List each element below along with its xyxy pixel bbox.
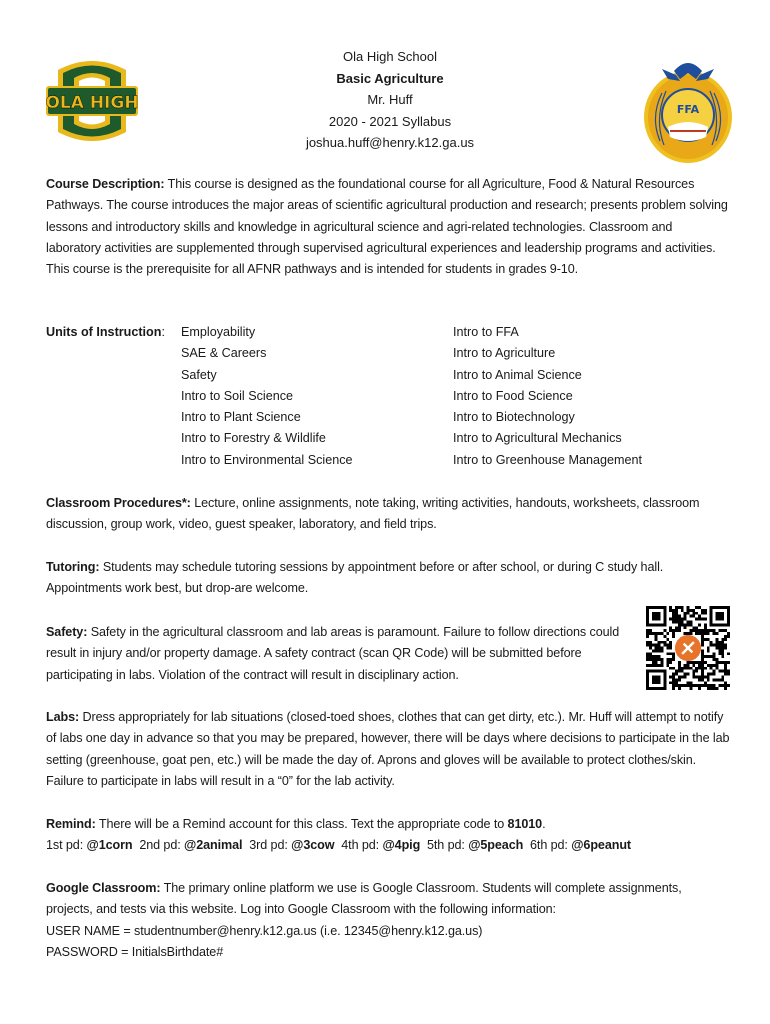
tutoring-section [46, 557, 730, 600]
safety-label: Safety: [46, 625, 88, 639]
units-list-left [181, 322, 353, 471]
syllabus-year: 2020 - 2021 Syllabus [328, 113, 452, 129]
course-name: Basic Agriculture [336, 70, 444, 86]
remind-period-codes: 1st pd: @1corn 2nd pd: @2animal 3rd pd: @3cow 4th pd: @4pig 5th pd: @5peach 6th pd: @6peanut [46, 838, 632, 853]
unit-item: Intro to Animal Science [453, 367, 582, 382]
remind-label: Remind: [46, 817, 96, 831]
school-name: Ola High School [343, 49, 437, 64]
classroom-procedures-label: Classroom Procedures*: [46, 496, 191, 510]
unit-item: Intro to Food Science [453, 388, 573, 403]
course-description-text: This course is designed as the foundational course for all Agriculture, Food & Natural Resources Pathways. The course introduces the major areas of scientific agricultural production and research; presents problem solving lessons and introductory skills and knowledge in agricultural science and agri-related technologies. Classroom and laboratory activities are supplemented through supervised agricultural experiences and leadership programs and activities. This course is the prerequisite for all AFNR pathways and is intended for students in grades 9-10. [46, 177, 728, 277]
google-classroom-label: Google Classroom: [46, 881, 161, 895]
units-label: Units of Instruction: [46, 325, 165, 339]
labs-label: Labs: [46, 710, 80, 724]
period-code: @1corn [86, 838, 133, 853]
unit-item: Intro to FFA [453, 325, 519, 339]
labs-section [46, 707, 730, 792]
classroom-procedures-section [46, 493, 730, 536]
unit-item: Intro to Plant Science [181, 410, 301, 425]
period-code: @2animal [184, 838, 243, 853]
course-description-section [46, 174, 730, 280]
ola-high-logo-text: OLA HIGH [45, 93, 139, 113]
google-classroom-section [46, 878, 730, 963]
unit-item: Intro to Greenhouse Management [453, 452, 643, 467]
unit-item: Intro to Soil Science [181, 388, 294, 403]
units-list-right [453, 322, 642, 471]
unit-item: Intro to Biotechnology [453, 410, 575, 425]
safety-contract-qr-code[interactable] [646, 606, 730, 690]
period-code: @3cow [291, 838, 335, 853]
google-classroom-password: PASSWORD = InitialsBirthdate# [46, 944, 224, 959]
unit-item: Intro to Forestry & Wildlife [181, 431, 326, 446]
tutoring-label: Tutoring: [46, 560, 100, 574]
ffa-emblem-logo [640, 53, 736, 165]
classroom-procedures-text: Lecture, online assignments, note taking, writing activities, handouts, worksheets, classroom discussion, group work, video, guest speaker, laboratory, and field trips. [46, 496, 700, 532]
course-description-label: Course Description: [46, 177, 165, 191]
unit-item: Intro to Environmental Science [181, 452, 353, 467]
safety-section [46, 622, 634, 686]
google-classroom-username: USER NAME = studentnumber@henry.k12.ga.us (i.e. 12345@henry.k12.ga.us) [46, 923, 483, 938]
unit-item: Safety [181, 367, 217, 382]
teacher-email[interactable]: joshua.huff@henry.k12.ga.us [305, 135, 475, 150]
period-code: @6peanut [571, 838, 632, 853]
period-code: @4pig [382, 838, 421, 853]
unit-item: Intro to Agriculture [453, 346, 556, 361]
labs-text: Dress appropriately for lab situations (closed-toed shoes, clothes that can get dirty, etc.). Mr. Huff will attempt to notify of labs one day in advance so that you may be prepared, however, there will be days where decisions to participate in the lab setting (greenhouse, goat pen, etc.) will be made the day of. Aprons and gloves will be available to protect clothes/skin. Failure to participate in labs will result in a “0” for the lab activity. [46, 710, 730, 788]
ola-high-logo [44, 56, 140, 146]
teacher-name: Mr. Huff [367, 92, 413, 107]
unit-item: Intro to Agricultural Mechanics [453, 431, 622, 446]
remind-section: Remind: There will be a Remind account for this class. Text the appropriate code to 81010. 1st pd: @1corn 2nd pd: @2animal 3rd pd: @3cow 4th pd: @4pig 5th pd: @5peach 6th pd: @6peanut [46, 814, 730, 857]
syllabus-header [140, 46, 640, 154]
tutoring-text: Students may schedule tutoring sessions by appointment before or after school, or during C study hall. Appointments work best, but drop-are welcome. [46, 560, 664, 596]
period-code: @5peach [468, 838, 524, 853]
google-classroom-text: The primary online platform we use is Google Classroom. Students will complete assignments, projects, and tests via this website. Log into Google Classroom with the following information: [46, 881, 682, 917]
remind-text: There will be a Remind account for this class. Text the appropriate code to [98, 817, 505, 831]
remind-code: 81010 [507, 817, 543, 831]
unit-item: Employability [181, 325, 256, 339]
safety-text: Safety in the agricultural classroom and lab areas is paramount. Failure to follow directions could result in injury and/or property damage. A safety contract (scan QR Code) will be submitted before participating in labs. Violation of the contract will result in disciplinary action. [46, 625, 620, 682]
ffa-logo-text: FFA [676, 103, 700, 116]
unit-item: SAE & Careers [181, 346, 267, 361]
